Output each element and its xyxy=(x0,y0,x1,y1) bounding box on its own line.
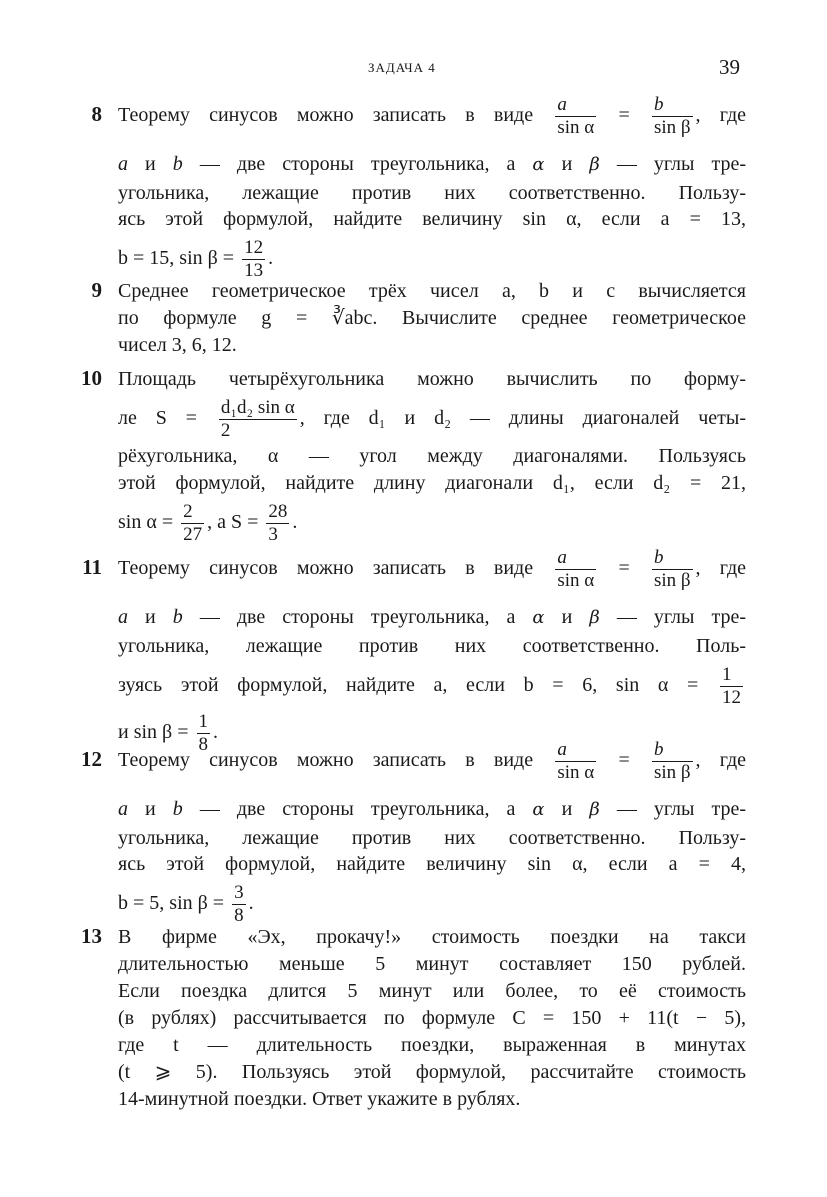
section-title: ЗАДАЧА 4 xyxy=(368,60,436,75)
problem-line: и sin β = $\frac{1}{8}$ . xyxy=(118,710,218,755)
problem-line: sin α = $\frac{2}{27}$ , а S = $\frac{28}{3}$ . xyxy=(118,500,298,545)
problem-line: a и b — две стороны треугольника, а α и β — углы тре- xyxy=(118,153,747,175)
problem-line: где t — длительность поездки, выраженная в минутах xyxy=(118,1034,746,1056)
fraction-area-formula: $\frac{\text{d₁d₂ sin α}}{2}$ xyxy=(220,396,295,441)
problem-9 xyxy=(91,278,746,359)
problem-line: длительностью меньше 5 минут составляет 150 рублей. xyxy=(118,953,746,975)
problem-line: чисел 3, 6, 12. xyxy=(118,334,237,356)
fraction-sin-alpha-value: $\frac{1}{12}$ xyxy=(722,663,742,708)
problem-line: Среднее геометрическое трёх чисел a, b и c вычисляется xyxy=(118,280,746,302)
problem-12 xyxy=(81,735,747,929)
running-head xyxy=(0,57,827,81)
problem-line: угольника, лежащие против них соответственно. Пользу- xyxy=(118,182,746,204)
problem-line: Площадь четырёхугольника можно вычислить по форму- xyxy=(118,368,746,390)
fraction-sin-beta-value: $\frac{3}{8}$ xyxy=(234,881,244,926)
fraction-b-over-sin-beta: $\frac{b}{\text{sin β}}$ xyxy=(653,738,691,783)
fraction-s-value: $\frac{28}{3}$ xyxy=(268,500,288,545)
problem-line: Теорему синусов можно записать в виде $\frac{a}{\text{sin α}}$ = $\frac{b}{\text{sin β}}$ , где xyxy=(118,93,747,138)
problem-number: 9 xyxy=(91,278,102,302)
problem-8 xyxy=(91,90,747,284)
problem-number: 8 xyxy=(91,102,102,126)
problem-line: a и b — две стороны треугольника, а α и β — углы тре- xyxy=(118,798,747,820)
problem-line: рёхугольника, α — угол между диагоналями. Пользуясь xyxy=(118,445,746,467)
problem-13 xyxy=(81,924,746,1113)
problem-line: ясь этой формулой, найдите величину sin α, если a = 13, xyxy=(118,208,746,230)
problem-line: угольника, лежащие против них соответственно. Пользу- xyxy=(118,827,746,849)
problem-line: (t ⩾ 5). Пользуясь этой формулой, рассчитайте стоимость xyxy=(118,1061,746,1083)
problem-line: Если поездка длится 5 минут или более, то её стоимость xyxy=(118,980,746,1002)
problem-number: 10 xyxy=(81,366,102,390)
problem-line: угольника, лежащие против них соответственно. Поль- xyxy=(118,635,746,657)
problem-line: ясь этой формулой, найдите величину sin α, если a = 4, xyxy=(118,853,746,875)
fraction-sin-alpha-value: $\frac{2}{27}$ xyxy=(183,500,203,545)
problem-line: В фирме «Эх, прокачу!» стоимость поездки на такси xyxy=(118,926,746,948)
problem-number: 13 xyxy=(81,924,102,948)
problem-line: b = 5, sin β = $\frac{3}{8}$ . xyxy=(118,881,254,926)
fraction-a-over-sin-alpha: $\frac{a}{\text{sin α}}$ xyxy=(557,93,595,138)
problem-text: Теорему синусов можно записать в виде xyxy=(118,557,534,579)
problem-line: b = 15, sin β = $\frac{12}{13}$ . xyxy=(118,236,274,281)
problem-number: 12 xyxy=(81,747,102,771)
page-number: 39 xyxy=(719,55,740,79)
problem-line: этой формулой, найдите длину диагонали d₁, если d₂ = 21, xyxy=(118,472,746,494)
fraction-a-over-sin-alpha: $\frac{a}{\text{sin α}}$ xyxy=(557,738,595,783)
fraction-a-over-sin-alpha: $\frac{a}{\text{sin α}}$ xyxy=(557,546,595,591)
fraction-b-over-sin-beta: $\frac{b}{\text{sin β}}$ xyxy=(653,93,691,138)
fraction-sin-beta-value: $\frac{1}{8}$ xyxy=(198,710,208,755)
fraction-sin-beta-value: $\frac{12}{13}$ xyxy=(244,236,264,281)
problem-text: Теорему синусов можно записать в виде xyxy=(118,104,534,126)
problem-line: Теорему синусов можно записать в виде $\frac{a}{\text{sin α}}$ = $\frac{b}{\text{sin β}}$ , где xyxy=(118,738,747,783)
problem-number: 11 xyxy=(82,555,102,579)
problem-text: Теорему синусов можно записать в виде xyxy=(118,749,534,771)
problem-line: по формуле g = ∛abc. Вычислите среднее геометрическое xyxy=(118,307,746,329)
problem-line: ле S = $\frac{\text{d₁d₂ sin α}}{2}$ , где d₁ и d₂ — длины диагоналей четы- xyxy=(118,396,746,441)
problem-11 xyxy=(82,543,747,755)
problem-line: (в рублях) рассчитывается по формуле C = 150 + 11(t − 5), xyxy=(118,1007,746,1029)
problem-line: Теорему синусов можно записать в виде $\frac{a}{\text{sin α}}$ = $\frac{b}{\text{sin β}}$ , где xyxy=(118,546,747,591)
problem-line: a и b — две стороны треугольника, а α и β — углы тре- xyxy=(118,606,747,628)
problem-line: 14-минутной поездки. Ответ укажите в рублях. xyxy=(118,1088,521,1110)
fraction-b-over-sin-beta: $\frac{b}{\text{sin β}}$ xyxy=(653,546,691,591)
problem-10 xyxy=(81,366,746,547)
problem-line: зуясь этой формулой, найдите a, если b = 6, sin α = $\frac{1}{12}$ xyxy=(118,663,742,708)
